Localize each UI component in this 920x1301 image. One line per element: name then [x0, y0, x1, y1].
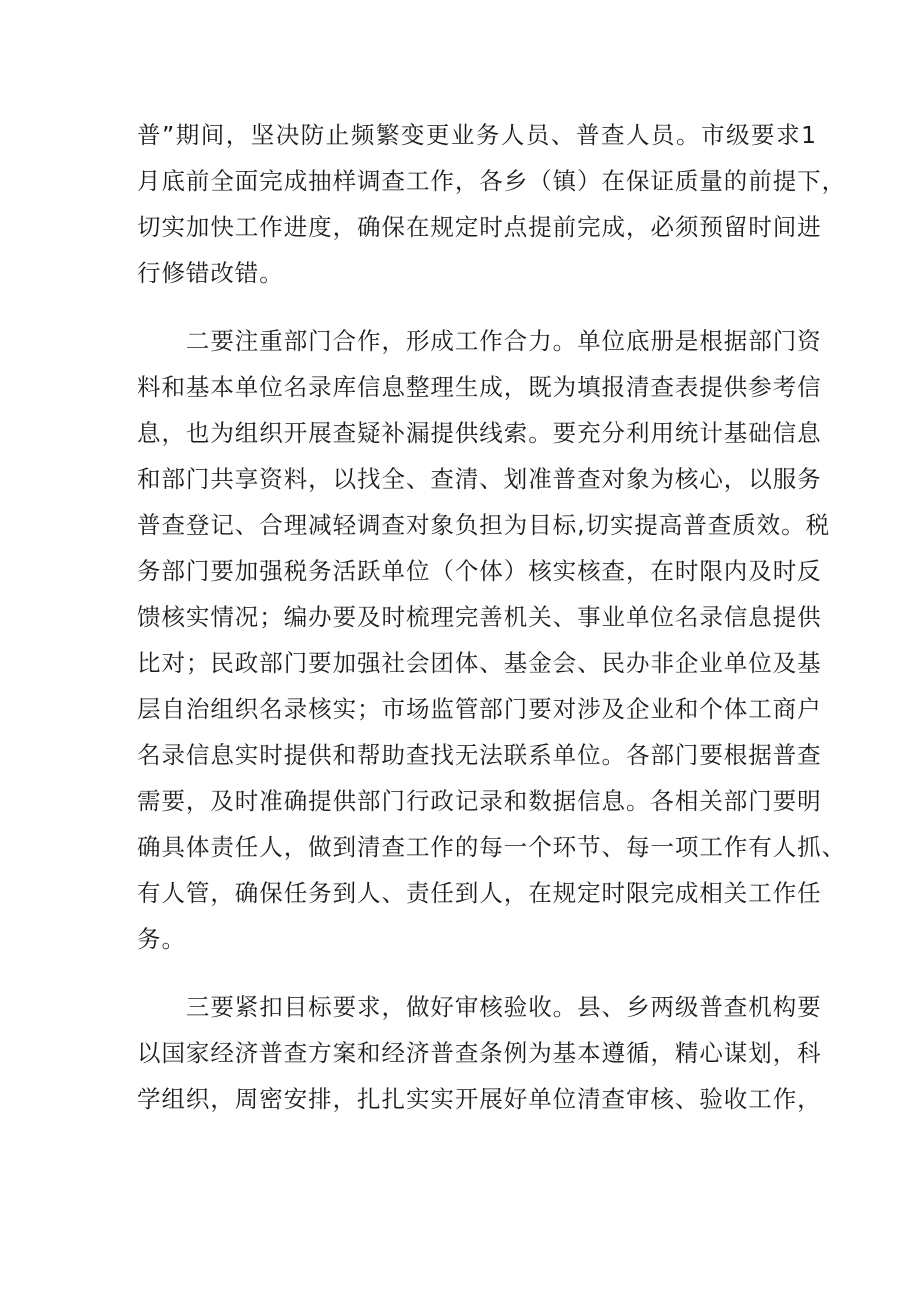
paragraph-review-acceptance — [137, 984, 822, 1122]
text-line: 月底前全面完成抽样调查工作，各乡（镇）在保证质量的前提下， — [137, 167, 847, 195]
text-line: 以国家经济普查方案和经济普查条例为基本遵循，精心谋划，科 — [137, 1039, 822, 1067]
text-line: 普查登记、合理减轻调查对象负担为目标,切实提高普查质效。税 — [137, 511, 831, 539]
paragraph-spacing — [137, 962, 817, 984]
text-line: 名录信息实时提供和帮助查找无法联系单位。各部门要根据普查 — [137, 741, 822, 769]
paragraph-spacing — [137, 296, 817, 318]
paragraph-continuation — [137, 112, 847, 296]
text-line: 普”期间，坚决防止频繁变更业务人员、普查人员。市级要求1 — [137, 121, 817, 149]
text-line: 学组织，周密安排，扎扎实实开展好单位清查审核、验收工作， — [137, 1085, 822, 1113]
text-line: 三要紧扣目标要求，做好审核验收。县、乡两级普查机构要 — [137, 993, 822, 1021]
text-line: 确具体责任人，做到清查工作的每一个环节、每一项工作有人抓、 — [137, 833, 847, 861]
text-line: 比对；民政部门要加强社会团体、基金会、民办非企业单位及基 — [137, 649, 822, 677]
text-line: 务。 — [137, 925, 186, 953]
text-line: 需要，及时准确提供部门行政记录和数据信息。各相关部门要明 — [137, 787, 822, 815]
text-line: 有人管，确保任务到人、责任到人，在规定时限完成相关工作任 — [137, 879, 822, 907]
text-line: 切实加快工作进度，确保在规定时点提前完成，必须预留时间进 — [137, 213, 822, 241]
text-line: 料和基本单位名录库信息整理生成，既为填报清查表提供参考信 — [137, 373, 822, 401]
text-line: 行修错改错。 — [137, 259, 284, 287]
document-body — [137, 112, 847, 1122]
text-line: 务部门要加强税务活跃单位（个体）核实核查，在时限内及时反 — [137, 557, 822, 585]
paragraph-department-cooperation — [137, 318, 847, 962]
text-line: 层自治组织名录核实；市场监管部门要对涉及企业和个体工商户 — [137, 695, 822, 723]
text-line: 馈核实情况；编办要及时梳理完善机关、事业单位名录信息提供 — [137, 603, 822, 631]
text-line: 二要注重部门合作，形成工作合力。单位底册是根据部门资 — [137, 327, 822, 355]
text-line: 和部门共享资料，以找全、查清、划准普查对象为核心，以服务 — [137, 465, 822, 493]
text-line: 息，也为组织开展查疑补漏提供线索。要充分利用统计基础信息 — [137, 419, 822, 447]
